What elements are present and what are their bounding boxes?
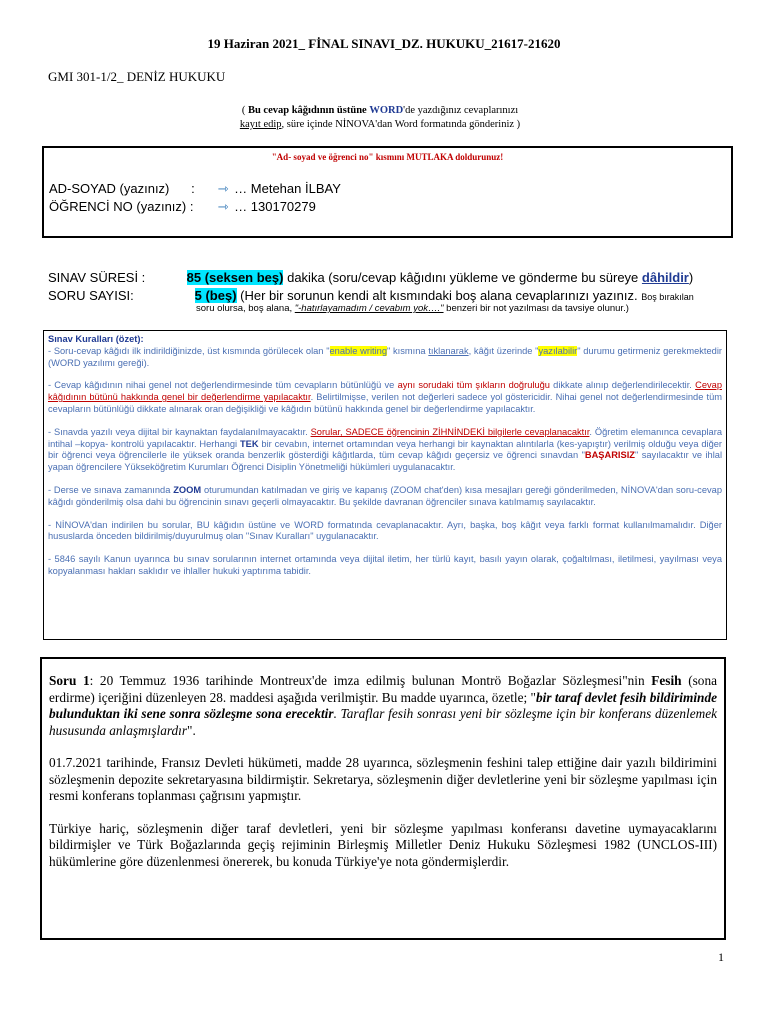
exam-duration: [48, 270, 693, 285]
rule-2-c: . Belirtilmişse, verilen not değerleri sadece yol göstericidir. Nihai genel not değerlendirmesinde tüm cevapların bütünlüğü dikkate alınarak oran değişikliği ve kâğıdın bütünü hakkında genel bir değerlendirme yapılacaktır.: [48, 392, 722, 414]
rule-2-a: - Cevap kâğıdının nihai genel not değerlendirmesinde tüm cevapların bütünlüğü ve: [48, 380, 395, 391]
count-label: SORU SAYISI:: [48, 288, 134, 303]
question-p1-b: (sona erdirme) içeriğini düzenleyen 28. maddesi aşağıda verilmiştir. Bu madde uyarınca, özetle; ": [49, 673, 717, 705]
rule-3-red: Sorular, SADECE öğrencinin ZİHNİNDEKİ bilgilerle cevaplanacaktır: [310, 426, 590, 437]
duration-note: dakika (soru/cevap kâğıdını yükleme ve gönderme bu süreye: [287, 270, 639, 285]
rule-4-b: oturumundan katılmadan ve giriş ve kapanış (ZOOM chat'den) kısa mesajları gereği gönderilmeden, NİNOVA'dan soru-cevap kâğıdı gönderilmiş olsa dahi bu öğrencinin sınavı geçerli olmayacaktır. Bu şekilde davranan öğrenciler sınava katılmamış sayılacaktır.: [48, 484, 722, 507]
count-note: (Her bir sorunun kendi alt kısmındaki boş alana cevaplarınızı yazınız.: [240, 288, 638, 303]
rule-3-d: " sayılacaktır ve ihlal yapan öğrencilere Yükseköğretim Kurumları Öğrenci Disiplin Yönetmeliği hükümleri uygulanacaktır.: [48, 450, 723, 473]
rule-3-c: bir cevabın, internet ortamından veya herhangi bir kaynaktan alıntılarla (kes-yapıştır) verilmiş olduğu veya diğer bir öğrenci veya öğrencilerle ile yüksek oranda benzerlik gösterdiği kâğıtlarda, tüm cevap kâğıdı geçersiz ve öğrenci sınavdan ": [48, 438, 723, 461]
arrow-icon: ⇾: [217, 199, 229, 214]
instruction-bold: Bu cevap kâğıdının üstüne: [247, 105, 367, 116]
number-label: ÖĞRENCİ NO (yazınız) :: [49, 199, 194, 214]
student-number-field[interactable]: … 130170279: [234, 199, 316, 214]
name-label: [49, 181, 214, 196]
rule-3-bold: TEK: [239, 438, 259, 449]
name-row: [49, 181, 341, 197]
rule-2: [48, 380, 722, 415]
rule-4-a: - Derse ve sınava zamanında: [48, 484, 171, 495]
identity-warning: "Ad- soyad ve öğrenci no" kısmını MUTLAKA doldurunuz!: [271, 152, 504, 162]
instruction-rest: 'de yazdığınız cevaplarınızı: [403, 105, 519, 116]
count-note-2-italic: "-hatırlayamadım / cevabım yok….": [294, 303, 444, 314]
count-note-2b: benzeri bir not yazılması da tavsiye olunur.): [446, 303, 629, 314]
rule-1-a: - Soru-cevap kâğıdı ilk indirildiğinizde, üst kısmında görülecek olan ": [48, 345, 330, 356]
count-note-2a: soru olursa, boş alana,: [196, 303, 293, 314]
duration-label: SINAV SÜRESİ :: [48, 270, 146, 285]
rule-3-b: . Öğretim elemanınca cevaplara intihal –kopya- kontrolü yapılacaktır. Herhangi: [48, 426, 722, 449]
rule-3-red-bold: BAŞARISIZ: [584, 450, 635, 461]
instruction-open: (: [241, 105, 248, 116]
rule-4: [48, 485, 722, 509]
course-code: GMI 301-1/2_ DENİZ HUKUKU: [48, 69, 226, 84]
rule-1: [48, 346, 722, 370]
rule-5: - NİNOVA'dan indirilen bu sorular, BU kâğıdın üstüne ve WORD formatında cevaplanacaktır. Ayrı, başka, boş kâğıt veya farklı format kullanılmamalıdır. Diğer hususlarda önceden bildirilmiş/duyurulmuş olan "Sınav Kuralları" uygulanacaktır.: [48, 519, 722, 542]
instruction-rest-2: , süre içinde NİNOVA'dan Word formatında gönderiniz ): [281, 119, 521, 130]
question-p1-bold-italic: bir taraf devlet fesih bildiriminde bulunduktan iki sene sonra sözleşme sona erecektir: [49, 689, 717, 721]
number-row: [49, 199, 316, 215]
identity-box: [42, 146, 733, 238]
duration-close: ): [688, 270, 694, 285]
question-paragraph-2: 01.7.2021 tarihinde, Fransız Devleti hükümeti, madde 28 uyarınca, sözleşmenin feshini talep ettiğine dair yazılı bildirimini sözleşmenin depozite sekretaryasına bildirmiştir. Sekretarya, sözleşmenin diğer devletlerine yeni bir sözleşme yapılması için resmi konferans toplanması çağrısını yapmıştır.: [49, 755, 717, 803]
rule-4-bold: ZOOM: [173, 484, 202, 495]
document-title: 19 Haziran 2021_ FİNAL SINAVI_DZ. HUKUKU_21617-21620: [207, 36, 561, 51]
instruction-word: WORD: [369, 105, 404, 116]
question-paragraph-1: [49, 673, 717, 739]
rule-3-a: - Sınavda yazılı veya dijital bir kaynaktan faydalanılmayacaktır.: [48, 426, 308, 437]
rule-1-underline: tıklanarak: [428, 345, 469, 356]
question-paragraph-3: Türkiye hariç, sözleşmenin diğer taraf devletleri, yeni bir sözleşme yapılması konferansı davetine uymayacaklarını bildirmişler ve Türk Boğazlarında geçiş rejiminin Birleşmiş Milletler Deniz Hukuku Sözleşmesi 1982 (UNCLOS-III) hükümlerine göre düzenlenmesi önererek, bu konuda Türkiye'ye nota göndermişlerdir.: [49, 820, 717, 869]
rule-1-highlight-1: enable writing: [329, 345, 388, 356]
page-number: 1: [718, 950, 724, 964]
count-small: Boş bırakılan: [641, 292, 694, 302]
question-count: [48, 288, 694, 303]
question-p1-c: ".: [187, 722, 196, 738]
exam-rules-box: [43, 330, 727, 640]
question-box[interactable]: [40, 657, 726, 940]
name-field[interactable]: … Metehan İLBAY: [234, 181, 341, 196]
question-p1-a: : 20 Temmuz 1936 tarihinde Montreux'de imza edilmiş bulunan Montrö Boğazlar Sözleşmesi"nin: [89, 673, 645, 688]
rule-2-red-1: aynı sorudaki tüm şıkların doğruluğu: [397, 380, 550, 391]
rule-2-b: dikkate alınıp değerlendirilecektir.: [553, 380, 692, 391]
instruction-save: kayıt edip: [239, 119, 282, 130]
name-label-text: AD-SOYAD (yazınız): [49, 181, 170, 196]
rule-1-highlight-2: yazılabilir: [538, 345, 578, 356]
rule-3: [48, 427, 722, 474]
rule-6: - 5846 sayılı Kanun uyarınca bu sınav sorularının internet ortamında veya dijital iletim, her türlü kayıt, basılı yayın olarak, çoğaltılması, iletilmesi, yayılması veya kopyalanması hakları saklıdır ve ihlaller hukuki yaptırıma tabidir.: [48, 554, 722, 576]
question-p1-italic: . Taraflar fesih sonrası yeni bir sözleşme için bir konferans düzenlemek hususunda anlaşmışlardır: [49, 706, 717, 738]
rule-1-b: " kısmına: [387, 345, 426, 356]
upload-instruction: [170, 104, 590, 132]
count-note-2: [196, 303, 629, 314]
duration-value: 85 (seksen beş): [186, 270, 284, 285]
rule-2-red-2: Cevap kâğıdının bütünü hakkında genel bir değerlendirme yapılacaktır: [48, 380, 722, 403]
duration-included: dâhildir: [641, 270, 689, 285]
question-p1-fesih: Fesih: [651, 673, 682, 688]
rule-1-d: " durumu getirmeniz gerekmektedir (WORD yazılımı gereği).: [48, 345, 722, 368]
rules-title: Sınav Kuralları (özet):: [48, 334, 144, 344]
question-label: Soru 1: [49, 673, 90, 688]
name-colon: :: [191, 181, 195, 196]
count-value: 5 (beş): [194, 288, 237, 303]
arrow-icon: ⇾: [217, 181, 229, 196]
rule-1-c: , kâğıt üzerinde ": [468, 345, 539, 356]
